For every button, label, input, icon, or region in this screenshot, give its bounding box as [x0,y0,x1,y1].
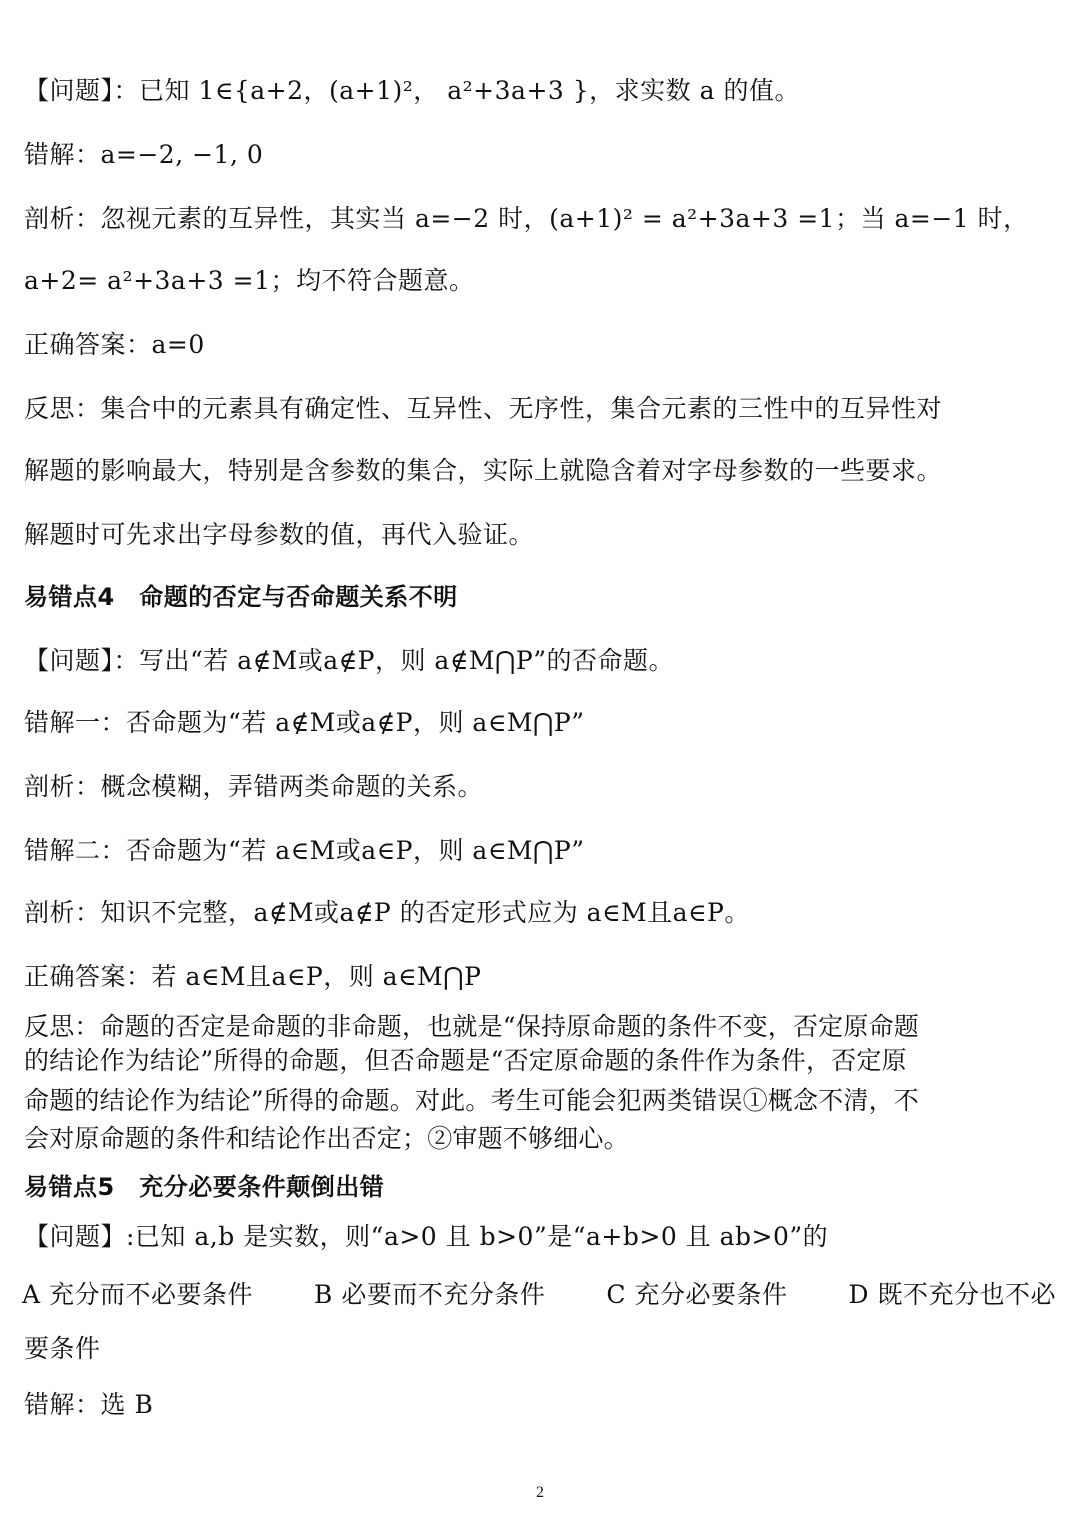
option-a: A 充分而不必要条件 [22,1280,254,1309]
line-wrong-answer-1: 错解一：否命题为“若 a∉M或a∉P，则 a∈M⋂P” [24,708,585,737]
heading-error-point-4: 易错点4 命题的否定与否命题关系不明 [24,583,458,611]
line-correct-answer-4: 正确答案：若 a∈M且a∈P，则 a∈M⋂P [24,962,482,991]
line-reflection-4c: 命题的结论作为结论”所得的命题。对此。考生可能会犯两类错误①概念不清，不 [24,1086,919,1115]
line-wrong-answer-5: 错解：选 B [24,1390,154,1419]
option-b: B 必要而不充分条件 [314,1280,546,1309]
line-problem-4: 【问题】：写出“若 a∉M或a∉P，则 a∉M⋂P”的否命题。 [24,646,675,675]
line-analysis-1: 剖析：忽视元素的互异性，其实当 a=−2 时，(a+1)² = a²+3a+3 =1；当 a=−1 时， [24,204,1029,233]
option-c: C 充分必要条件 [606,1280,788,1309]
line-reflection-1: 反思：集合中的元素具有确定性、互异性、无序性，集合元素的三性中的互异性对 [24,394,943,423]
line-problem-5: 【问题】:已知 a,b 是实数，则“a>0 且 b>0”是“a+b>0 且 ab>0”的 [24,1222,829,1251]
line-analysis-4b: 剖析：知识不完整，a∉M或a∉P 的否定形式应为 a∈M且a∈P。 [24,898,750,927]
heading-error-point-5: 易错点5 充分必要条件颠倒出错 [24,1173,385,1201]
options-row [22,1280,1056,1310]
line-analysis-4a: 剖析：概念模糊，弄错两类命题的关系。 [24,772,484,801]
line-analysis-2: a+2= a²+3a+3 =1；均不符合题意。 [24,266,475,295]
line-reflection-2: 解题的影响最大，特别是含参数的集合，实际上就隐含着对字母参数的一些要求。 [24,456,943,485]
line-option-d-continued: 要条件 [24,1334,101,1363]
line-wrong-answer-2: 错解二：否命题为“若 a∈M或a∈P，则 a∈M⋂P” [24,836,585,865]
line-problem-3: 【问题】：已知 1∈{a+2，(a+1)²， a²+3a+3 }，求实数 a 的值。 [24,76,800,105]
line-correct-answer: 正确答案：a=0 [24,330,205,359]
line-reflection-4b: 的结论作为结论”所得的命题，但否命题是“否定原命题的条件作为条件，否定原 [24,1046,907,1075]
line-reflection-4a: 反思：命题的否定是命题的非命题，也就是“保持原命题的条件不变，否定原命题 [24,1012,919,1041]
line-reflection-4d: 会对原命题的条件和结论作出否定；②审题不够细心。 [24,1124,629,1153]
line-wrong-answer: 错解：a=−2, −1, 0 [24,140,264,169]
page-number: 2 [536,1484,544,1501]
option-d: D 既不充分也不必 [848,1280,1056,1309]
line-reflection-3: 解题时可先求出字母参数的值，再代入验证。 [24,520,535,549]
